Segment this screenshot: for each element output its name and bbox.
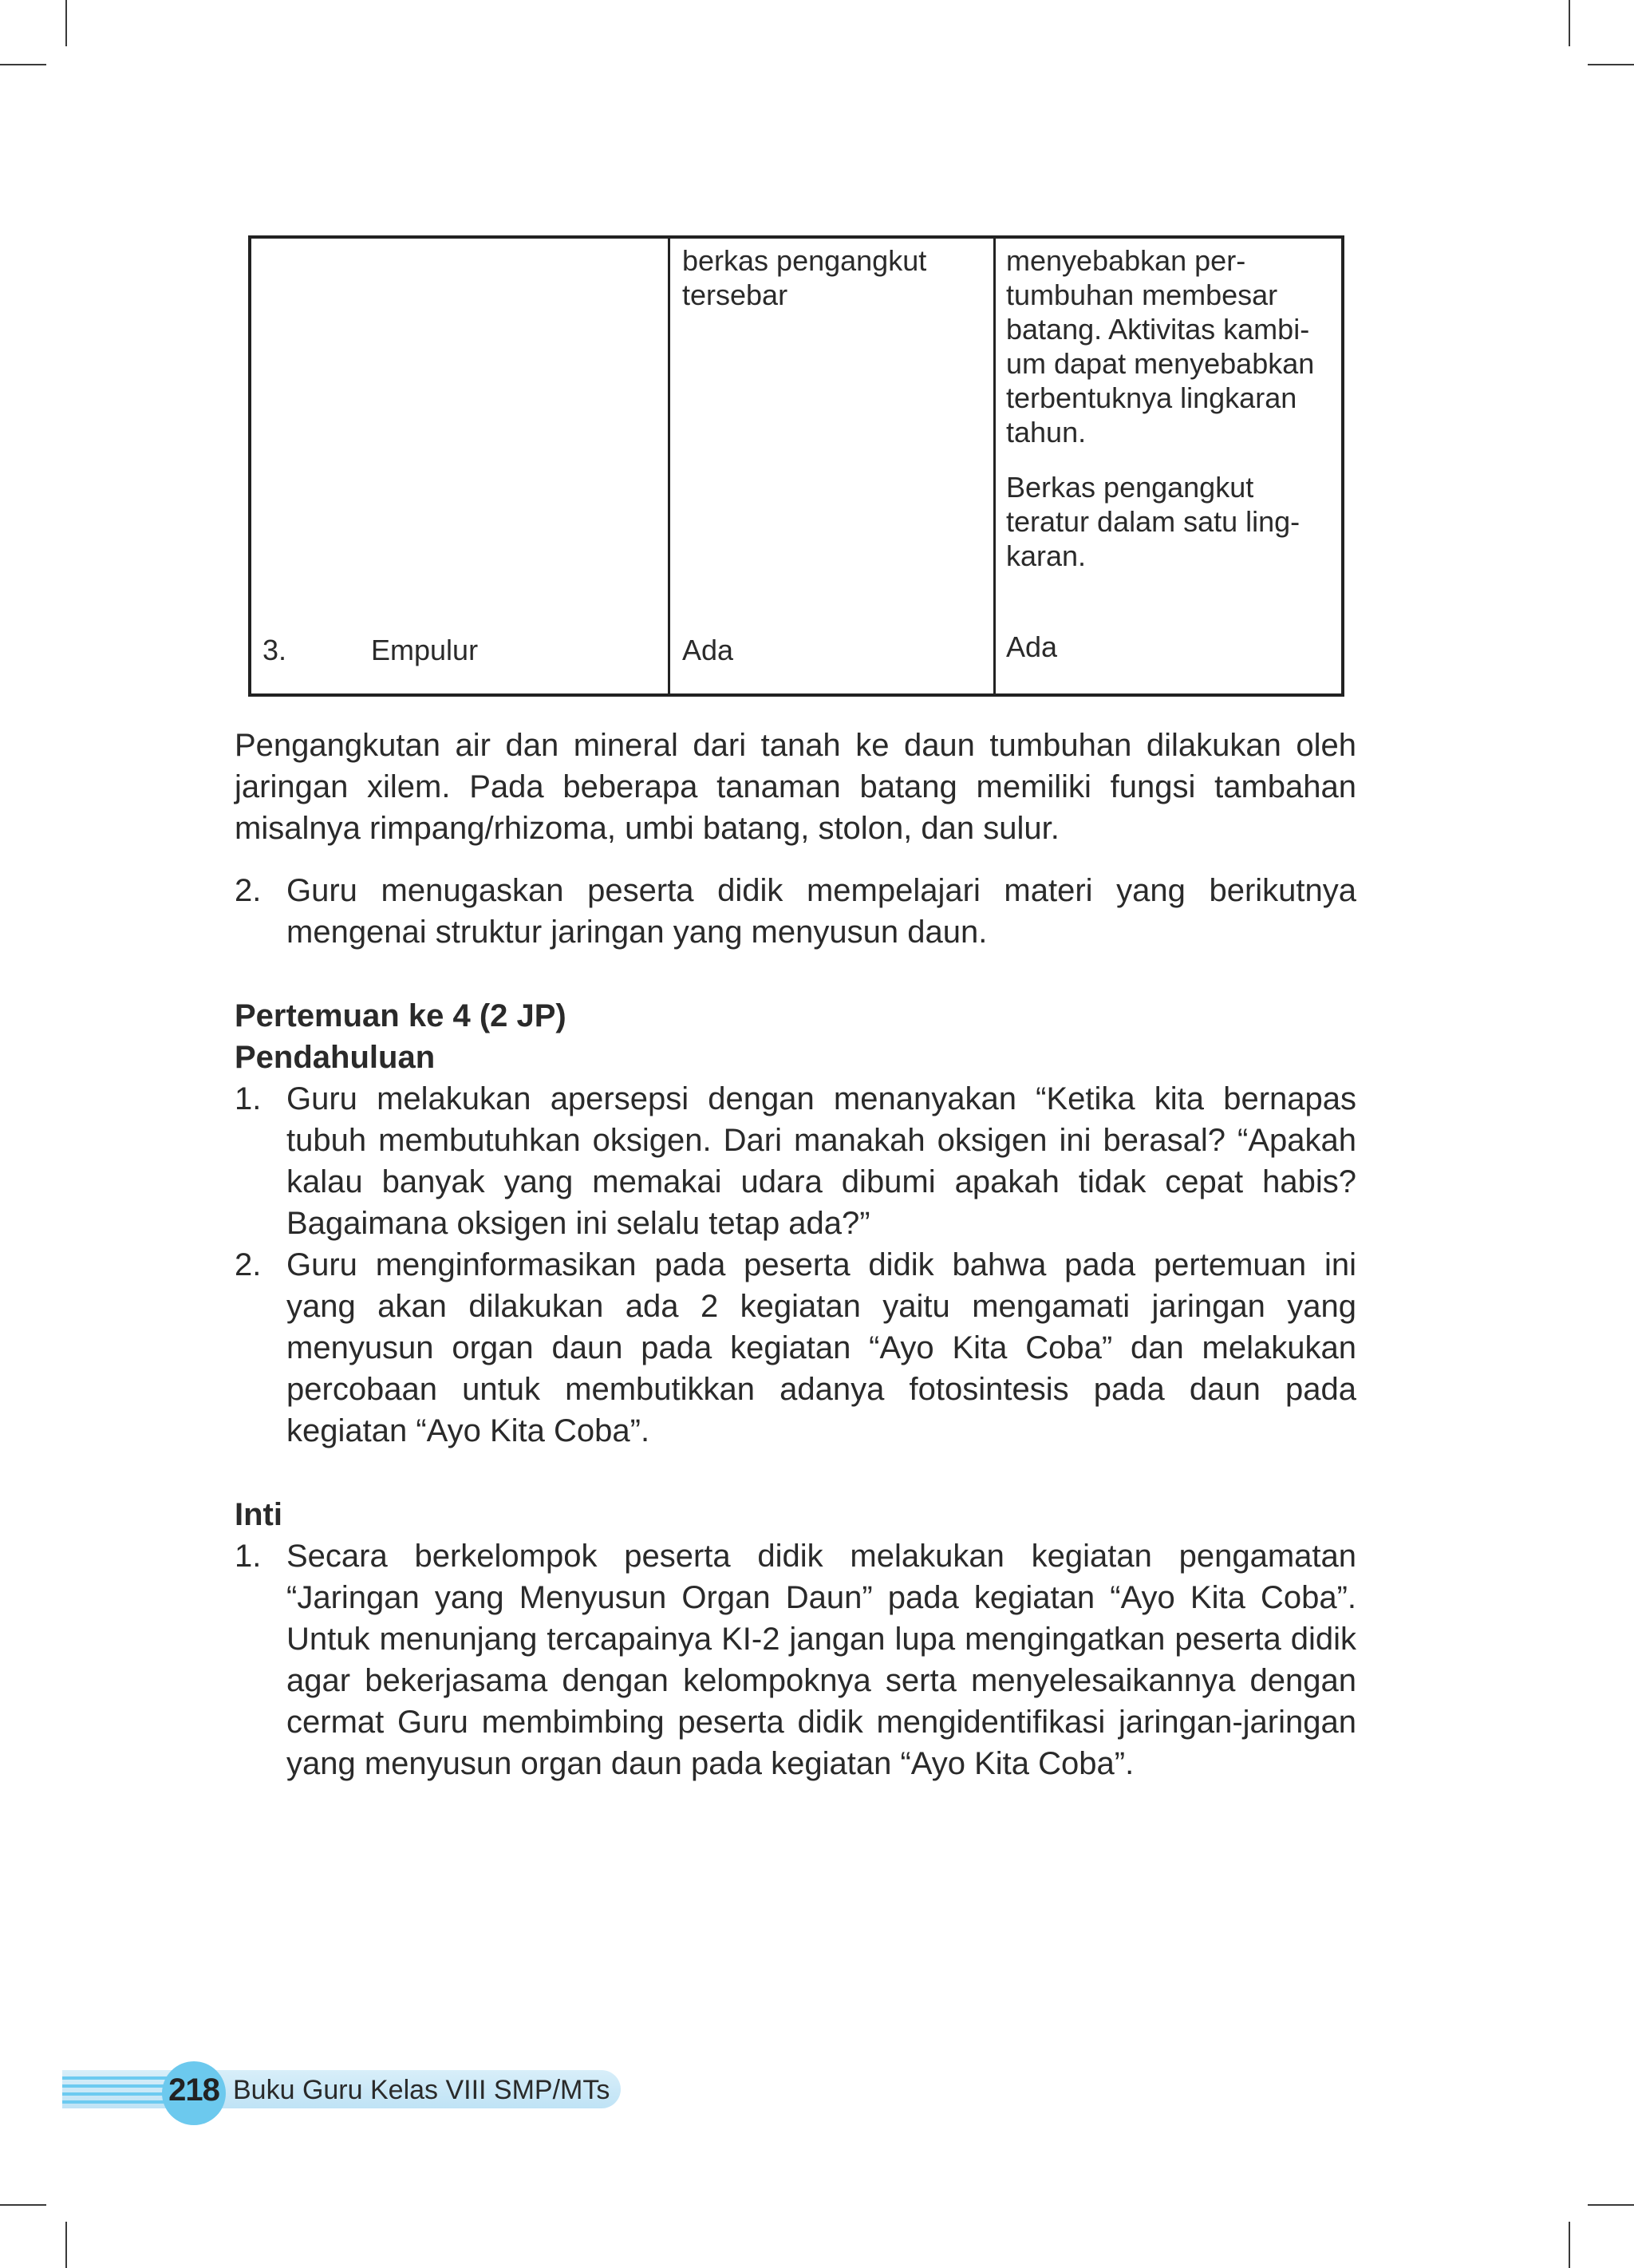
text-section-meeting [235, 995, 1356, 1452]
list-item: 1. Guru melakukan apersepsi dengan menanyakan “Ketika kita bernapas tubuh membutuhkan oksigen. Dari manakah oksigen ini berasal? “Apakah kalau banyak yang memakai udara dibumi apakah tidak cepat habis? Bagaimana oksigen ini selalu tetap ada?” [235, 1081, 1356, 1241]
list-item: 2. Guru menugaskan peserta didik mempelajari materi yang berikutnya mengenai struktur jaringan yang menyusun daun. [235, 873, 1356, 950]
page-number: 218 [168, 2072, 219, 2108]
crop-mark [1588, 64, 1634, 65]
meeting-heading: Pertemuan ke 4 (2 JP) [235, 998, 566, 1033]
cell-row-continued-col3: menyebabkan per- tumbuhan membesar batang. Aktivitas kambi- um dapat menyebabkan terbentuknya lingkaran tahun. Berkas pengangkut teratur dalam satu ling- karan. [1006, 244, 1315, 572]
text-section-top [235, 725, 1356, 953]
column-divider [668, 239, 670, 693]
row3-col3: Ada [1006, 630, 1058, 663]
crop-mark [0, 2204, 46, 2206]
crop-mark [65, 2222, 67, 2268]
paragraph-xylem: Pengangkutan air dan mineral dari tanah ke daun tumbuhan dilakukan oleh jaringan xilem. Pada beberapa tanaman batang memiliki fungsi tambahan misalnya rimpang/rhizoma, umbi batang, stolon, dan sulur. [235, 728, 1356, 846]
list-item: 2. Guru menginformasikan pada peserta didik bahwa pada pertemuan ini yang akan dilakukan ada 2 kegiatan yaitu mengamati jaringan yang menyusun organ daun pada kegiatan “Ayo Kita Coba” dan melakukan percobaan untuk membutikkan adanya fotosintesis pada daun pada kegiatan “Ayo Kita Coba”. [235, 1247, 1356, 1448]
row3-col2: Ada [682, 634, 734, 666]
crop-mark [1569, 0, 1570, 46]
intro-heading: Pendahuluan [235, 1040, 436, 1075]
column-divider [993, 239, 996, 693]
crop-mark [0, 64, 46, 65]
row3-number: 3. [262, 634, 287, 666]
core-heading: Inti [235, 1497, 282, 1532]
row3-name: Empulur [371, 634, 479, 666]
crop-mark [65, 0, 67, 46]
crop-mark [1569, 2222, 1570, 2268]
list-item: 1. Secara berkelompok peserta didik melakukan kegiatan pengamatan “Jaringan yang Menyusun Organ Daun” pada kegiatan “Ayo Kita Coba”. Untuk menunjang tercapainya KI-2 jangan lupa mengingatkan peserta didik agar bekerjasama dengan kelompoknya serta menyelesaikannya dengan cermat Guru membimbing peserta didik mengidentifikasi jaringan-jaringan yang menyusun organ daun pada kegiatan “Ayo Kita Coba”. [235, 1539, 1356, 1781]
cell-row-continued-col2: berkas pengangkut tersebar [682, 244, 927, 311]
tissue-comparison-table [248, 235, 1344, 697]
crop-mark [1588, 2204, 1634, 2206]
book-title: Buku Guru Kelas VIII SMP/MTs [233, 2075, 610, 2105]
text-section-core [235, 1494, 1356, 1784]
